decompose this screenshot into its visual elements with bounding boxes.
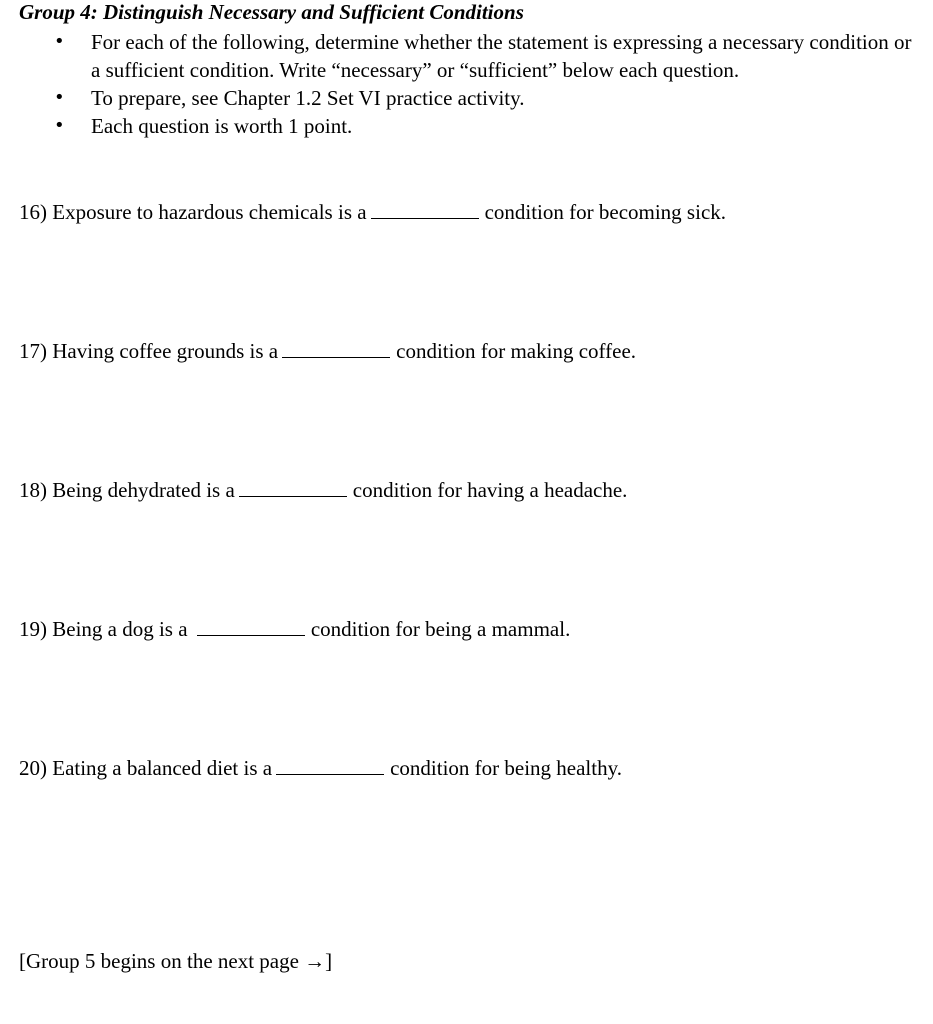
question-continuation: condition for having a headache.	[352, 478, 628, 502]
question-prompt: 18) Being dehydrated is a	[19, 478, 235, 502]
question-prompt: 16) Exposure to hazardous chemicals is a	[19, 200, 367, 224]
bullet-icon: •	[54, 115, 65, 136]
question-continuation: condition for being healthy.	[390, 756, 622, 780]
question-prompt: 20) Eating a balanced diet is a	[19, 756, 273, 780]
question-prompt: 19) Being a dog is a	[19, 617, 193, 641]
instructions-list	[0, 28, 933, 140]
answer-blank[interactable]	[276, 756, 384, 775]
instruction-text: Each question is worth 1 point.	[91, 114, 353, 138]
instruction-item	[0, 28, 933, 84]
question-19	[19, 615, 570, 643]
question-18	[19, 476, 627, 504]
question-17	[19, 337, 636, 365]
next-page-note: [Group 5 begins on the next page →]	[19, 949, 333, 973]
bullet-icon: •	[54, 87, 65, 108]
answer-blank[interactable]	[371, 200, 479, 219]
question-16	[19, 198, 726, 226]
answer-blank[interactable]	[197, 617, 305, 636]
question-continuation: condition for being a mammal.	[310, 617, 571, 641]
question-prompt: 17) Having coffee grounds is a	[19, 339, 279, 363]
question-continuation: condition for becoming sick.	[484, 200, 727, 224]
instruction-text: To prepare, see Chapter 1.2 Set VI practice activity.	[91, 86, 525, 110]
instruction-text: For each of the following, determine whether the statement is expressing a necessary condition or a sufficient condition. Write “necessary” or “sufficient” below each question.	[91, 30, 912, 82]
answer-blank[interactable]	[239, 478, 347, 497]
answer-blank[interactable]	[282, 339, 390, 358]
question-20	[19, 754, 622, 782]
instruction-item	[0, 84, 933, 112]
bullet-icon: •	[54, 31, 65, 52]
section-heading: Group 4: Distinguish Necessary and Sufficient Conditions	[19, 0, 524, 24]
instruction-item	[0, 112, 933, 140]
question-continuation: condition for making coffee.	[396, 339, 637, 363]
